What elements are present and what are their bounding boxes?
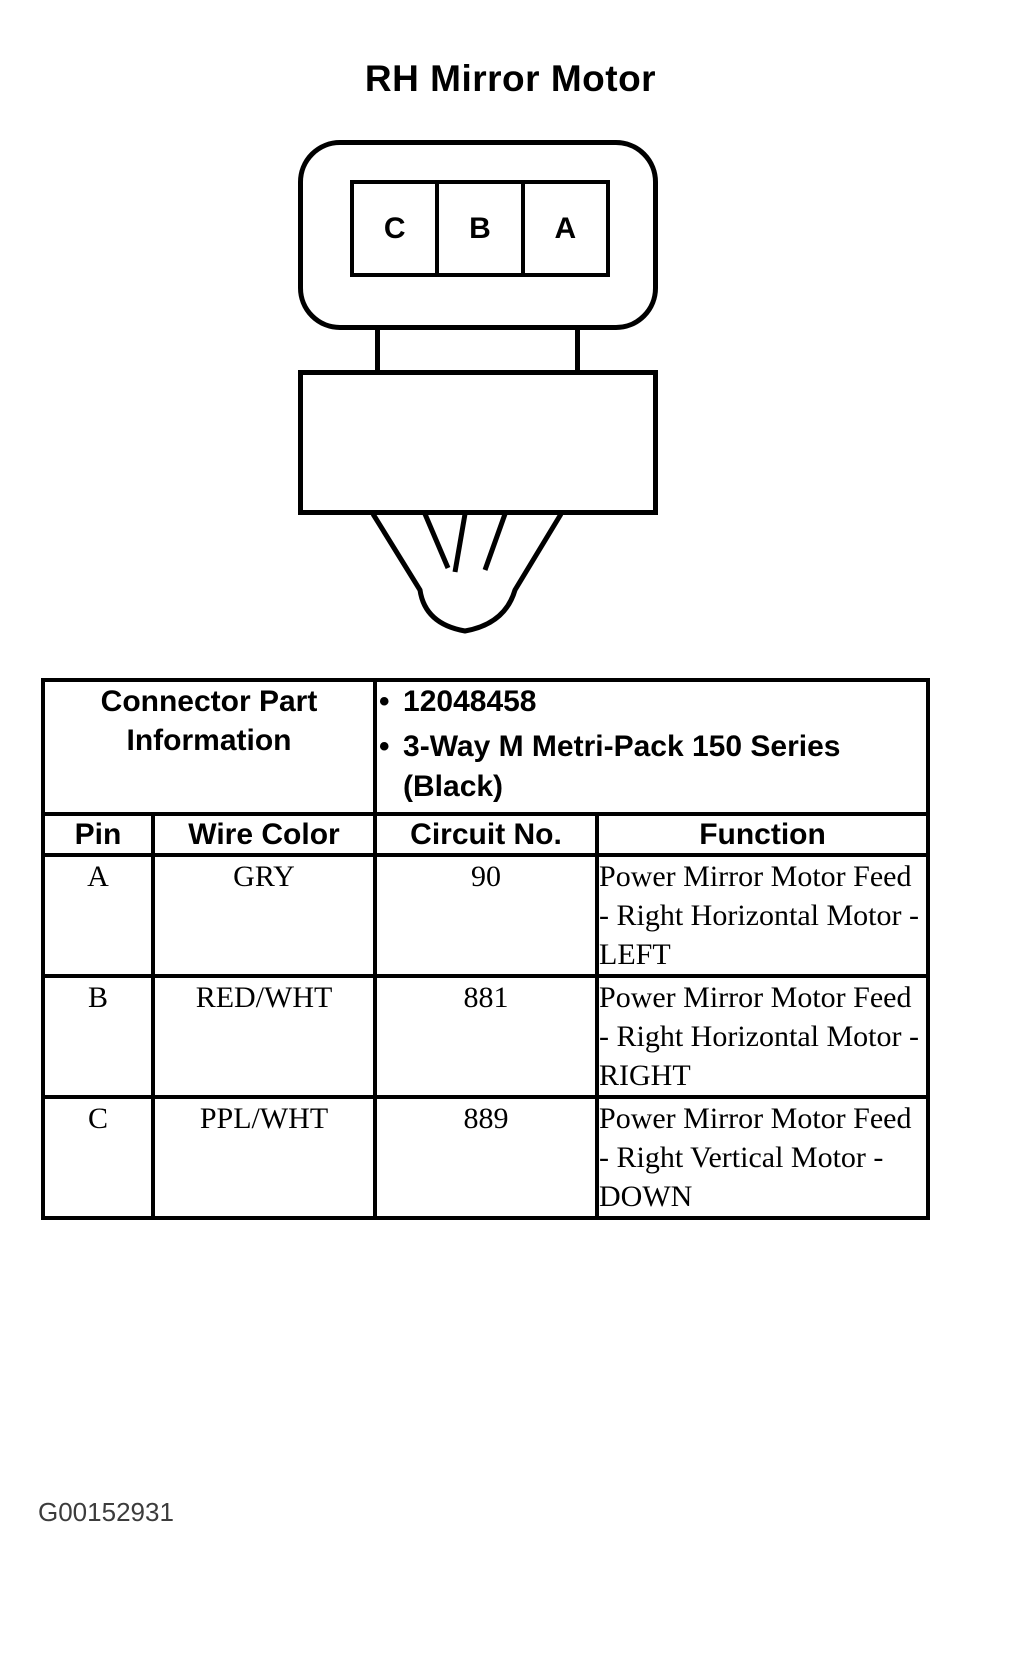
cell-pin: A <box>43 855 153 976</box>
cell-function: Power Mirror Motor Feed - Right Vertical Motor - DOWN <box>597 1097 928 1218</box>
cell-wire-color: PPL/WHT <box>153 1097 375 1218</box>
connector-lower-body <box>298 370 658 515</box>
column-header-pin: Pin <box>43 814 153 856</box>
wire-bundle-icon <box>365 512 590 634</box>
column-header-function: Function <box>597 814 928 856</box>
cell-wire-color: RED/WHT <box>153 976 375 1097</box>
connector-neck <box>375 330 580 372</box>
table-row-connector-part-info <box>43 680 928 814</box>
connector-table <box>41 678 926 1220</box>
cell-circuit-no: 90 <box>375 855 597 976</box>
table-row <box>43 1097 928 1218</box>
cell-function: Power Mirror Motor Feed - Right Horizontal Motor - RIGHT <box>597 976 928 1097</box>
table-header-row <box>43 814 928 856</box>
pin-cell-b: B <box>439 184 524 273</box>
connector-diagram <box>270 130 690 640</box>
cell-circuit-no: 889 <box>375 1097 597 1218</box>
pin-block <box>350 180 610 277</box>
cell-pin: B <box>43 976 153 1097</box>
connector-part-description: • 3-Way M Metri-Pack 150 Series (Black) <box>403 727 926 808</box>
cell-wire-color: GRY <box>153 855 375 976</box>
column-header-circuit-no: Circuit No. <box>375 814 597 856</box>
page-title: RH Mirror Motor <box>364 58 657 99</box>
table-row <box>43 855 928 976</box>
pin-cell-a: A <box>554 211 577 245</box>
cell-pin: C <box>43 1097 153 1218</box>
connector-part-info-values <box>375 680 928 814</box>
connector-part-info-label: Connector Part Information <box>43 680 375 814</box>
column-header-wire-color: Wire Color <box>153 814 375 856</box>
cell-function: Power Mirror Motor Feed - Right Horizontal Motor - LEFT <box>597 855 928 976</box>
pin-cell-c: C <box>354 184 439 273</box>
table-row <box>43 976 928 1097</box>
figure-id: G00152931 <box>38 1497 174 1527</box>
cell-circuit-no: 881 <box>375 976 597 1097</box>
connector-part-number: • 12048458 <box>403 682 926 723</box>
